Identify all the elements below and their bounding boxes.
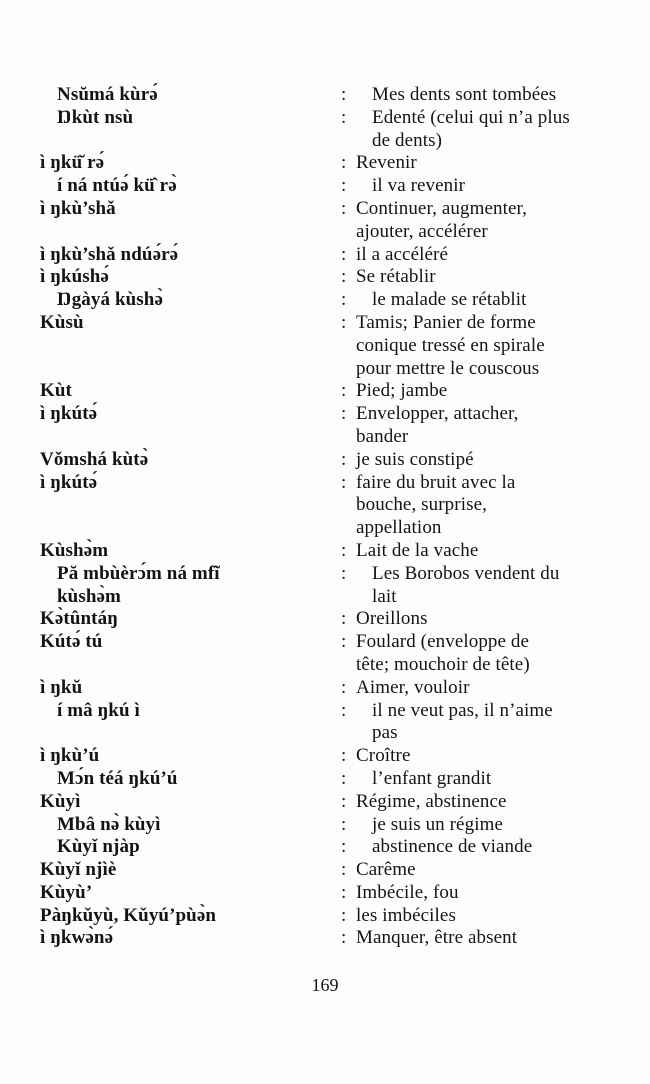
page-number: 169 (311, 975, 339, 995)
text-line: Ŋgàyá kùshə̀ (57, 289, 163, 311)
headword (40, 107, 341, 130)
text-line: ì ŋkwə̀nə́ (40, 927, 114, 949)
headword (40, 152, 341, 175)
text-line: Vǒmshá kùtə̀ (40, 448, 149, 470)
translation (356, 449, 622, 472)
colon-separator: : (341, 608, 347, 630)
text-line: kùshə̀m (57, 585, 121, 607)
translation (356, 312, 622, 380)
translation (356, 791, 622, 814)
text-line: il ne veut pas, il n’aime (372, 699, 553, 721)
headword (40, 631, 341, 654)
colon-separator: : (341, 927, 347, 949)
colon-separator: : (341, 836, 347, 858)
text-line: je suis constipé (356, 448, 474, 470)
dictionary-entry (40, 244, 622, 267)
text-line: abstinence de viande (372, 836, 533, 858)
colon-separator: : (341, 84, 347, 105)
text-line: Mes dents sont tombées (372, 84, 557, 105)
headword (40, 403, 341, 426)
entries-list (40, 84, 622, 950)
headword (40, 472, 341, 495)
text-line: Croître (356, 745, 411, 767)
colon-separator: : (341, 676, 347, 698)
headword (40, 882, 341, 905)
colon-separator: : (341, 859, 347, 881)
text-line: l’enfant grandit (372, 767, 492, 789)
dictionary-entry (40, 380, 622, 403)
text-line: Kùyù’ (40, 881, 93, 903)
text-line: í mâ ŋkú ì (57, 699, 140, 721)
colon-separator: : (341, 106, 347, 128)
dictionary-entry (40, 905, 622, 928)
text-line: Revenir (356, 152, 417, 174)
text-line: Régime, abstinence (356, 790, 507, 812)
colon-separator: : (341, 699, 347, 721)
translation (356, 927, 622, 950)
translation (356, 814, 622, 837)
headword (40, 449, 341, 472)
dictionary-entry (40, 175, 622, 198)
translation (356, 84, 622, 107)
dictionary-entry (40, 84, 622, 107)
text-line: ì ŋkù’shǎ (40, 197, 116, 219)
colon-separator: : (341, 904, 347, 926)
translation (356, 631, 622, 677)
dictionary-entry (40, 700, 622, 746)
dictionary-entry (40, 403, 622, 449)
translation (356, 859, 622, 882)
text-line: Kùsù (40, 311, 84, 333)
text-line: Ŋkùt nsù (57, 106, 134, 128)
text-line: ì ŋkúshə́ (40, 266, 109, 288)
text-line: Manquer, être absent (356, 927, 518, 949)
text-line: je suis un régime (372, 813, 503, 835)
text-line: le malade se rétablit (372, 289, 527, 311)
text-line: Kútə́ tú (40, 631, 103, 653)
headword (40, 859, 341, 882)
text-line: Pàŋkǔyù, Kǔyú’pùə̀n (40, 904, 217, 926)
text-line: ì ŋkŭ (40, 676, 83, 698)
dictionary-entry (40, 859, 622, 882)
text-line: Kə̀tûntáŋ (40, 608, 118, 630)
text-line: Pied; jambe (356, 380, 448, 402)
text-line: conique tressé en spirale (356, 334, 545, 356)
text-line: Continuer, augmenter, (356, 197, 528, 219)
translation (356, 403, 622, 449)
translation (356, 882, 622, 905)
text-line: Oreillons (356, 608, 428, 630)
colon-separator: : (341, 380, 347, 402)
dictionary-entry (40, 312, 622, 380)
dictionary-entry (40, 631, 622, 677)
text-line: lait (372, 585, 397, 607)
translation (356, 768, 622, 791)
colon-separator: : (341, 790, 347, 812)
colon-separator: : (341, 631, 347, 653)
translation (356, 266, 622, 289)
text-line: Imbécile, fou (356, 881, 459, 903)
text-line: faire du bruit avec la (356, 471, 516, 493)
headword (40, 244, 341, 267)
dictionary-entry (40, 836, 622, 859)
colon-separator: : (341, 311, 347, 333)
text-line: ì ŋkútə́ (40, 403, 98, 425)
dictionary-entry (40, 791, 622, 814)
headword (40, 175, 341, 198)
text-line: tête; mouchoir de tête) (356, 653, 530, 675)
headword (40, 266, 341, 289)
text-line: Foulard (enveloppe de (356, 631, 530, 653)
text-line: Envelopper, attacher, (356, 403, 519, 425)
text-line: Kùshə̀m (40, 539, 109, 561)
colon-separator: : (341, 175, 347, 197)
text-line: il va revenir (372, 175, 466, 197)
text-line: ajouter, accélérer (356, 220, 488, 242)
headword (40, 380, 341, 403)
text-line: bander (356, 425, 409, 447)
text-line: Carême (356, 859, 416, 881)
dictionary-entry (40, 107, 622, 153)
headword (40, 289, 341, 312)
dictionary-entry (40, 882, 622, 905)
headword (40, 608, 341, 631)
colon-separator: : (341, 881, 347, 903)
translation (356, 540, 622, 563)
dictionary-entry (40, 927, 622, 950)
text-line: Mɔ́n téá ŋkú’ú (57, 767, 178, 789)
text-line: ì ŋkù’ú (40, 745, 100, 767)
headword (40, 540, 341, 563)
translation (356, 289, 622, 312)
colon-separator: : (341, 243, 347, 265)
dictionary-entry (40, 814, 622, 837)
headword (40, 836, 341, 859)
translation (356, 380, 622, 403)
headword (40, 768, 341, 791)
dictionary-entry (40, 563, 622, 609)
text-line: Kùyǐ njìè (40, 859, 117, 881)
headword (40, 84, 341, 107)
dictionary-entry (40, 540, 622, 563)
headword (40, 563, 341, 609)
colon-separator: : (341, 562, 347, 584)
text-line: Mbâ nə̀ kùyì (57, 813, 161, 835)
dictionary-entry (40, 266, 622, 289)
text-line: ì ŋkútə́ (40, 471, 98, 493)
colon-separator: : (341, 266, 347, 288)
headword (40, 677, 341, 700)
translation (356, 700, 622, 746)
translation (356, 175, 622, 198)
translation (356, 152, 622, 175)
text-line: appellation (356, 517, 442, 539)
dictionary-entry (40, 745, 622, 768)
dictionary-entry (40, 152, 622, 175)
text-line: ì ŋkü̆ rə́ (40, 152, 105, 174)
dictionary-entry (40, 677, 622, 700)
headword (40, 312, 341, 335)
headword (40, 927, 341, 950)
translation (356, 472, 622, 540)
headword (40, 700, 341, 723)
text-line: de dents) (372, 129, 443, 151)
translation (356, 745, 622, 768)
text-line: il a accéléré (356, 243, 448, 265)
text-line: pas (372, 722, 398, 744)
text-line: Les Borobos vendent du (372, 562, 560, 584)
colon-separator: : (341, 471, 347, 493)
text-line: Tamis; Panier de forme (356, 311, 536, 333)
text-line: Kùyǐ njàp (57, 836, 140, 858)
dictionary-entry (40, 608, 622, 631)
headword (40, 814, 341, 837)
headword (40, 745, 341, 768)
headword (40, 905, 341, 928)
translation (356, 107, 622, 153)
text-line: Kùt (40, 380, 72, 402)
colon-separator: : (341, 745, 347, 767)
translation (356, 198, 622, 244)
text-line: Se rétablir (356, 266, 436, 288)
colon-separator: : (341, 403, 347, 425)
translation (356, 905, 622, 928)
text-line: Aimer, vouloir (356, 676, 470, 698)
colon-separator: : (341, 197, 347, 219)
text-line: Kùyì (40, 790, 81, 812)
dictionary-entry (40, 289, 622, 312)
colon-separator: : (341, 289, 347, 311)
headword (40, 791, 341, 814)
dictionary-entry (40, 472, 622, 540)
text-line: Lait de la vache (356, 539, 479, 561)
dictionary-entry (40, 768, 622, 791)
colon-separator: : (341, 767, 347, 789)
text-line: ì ŋkù’shǎ ndúə́rə́ (40, 243, 179, 265)
colon-separator: : (341, 152, 347, 174)
text-line: í ná ntúə́ kü̂ rə̀ (57, 175, 177, 197)
text-line: pour mettre le couscous (356, 357, 540, 379)
text-line: Pă mbùèrɔ́m ná mfĩ (57, 562, 220, 584)
colon-separator: : (341, 448, 347, 470)
text-line: Edenté (celui qui n’a plus (372, 106, 570, 128)
translation (356, 836, 622, 859)
text-line: bouche, surprise, (356, 494, 487, 516)
translation (356, 563, 622, 609)
headword (40, 198, 341, 221)
colon-separator: : (341, 813, 347, 835)
dictionary-entry (40, 198, 622, 244)
dictionary-entry (40, 449, 622, 472)
colon-separator: : (341, 539, 347, 561)
translation (356, 244, 622, 267)
translation (356, 608, 622, 631)
text-line: les imbéciles (356, 904, 456, 926)
translation (356, 677, 622, 700)
text-line: Nsŭmá kùrə́ (57, 84, 158, 105)
